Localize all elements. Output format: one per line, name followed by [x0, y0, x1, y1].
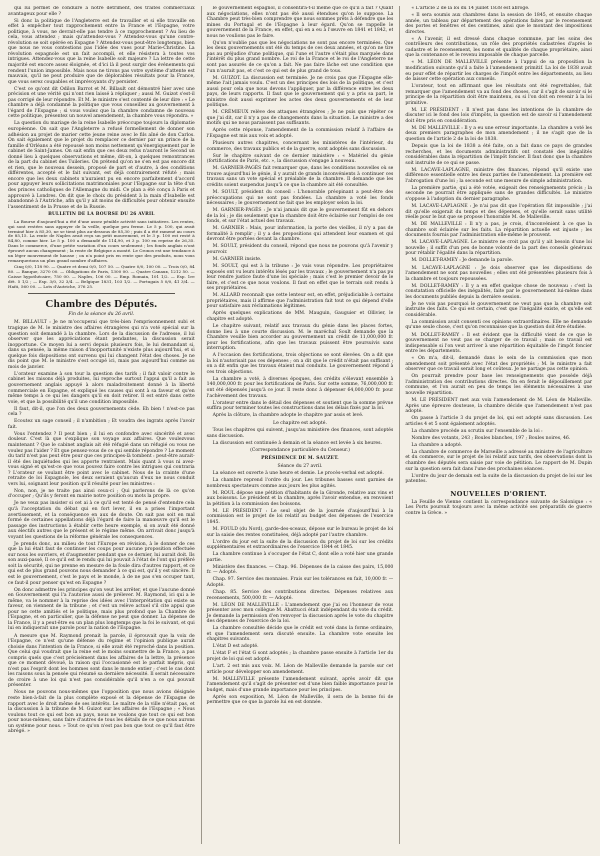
paragraph: le gouvernement espagnol, il consentira-t-il même que ce qu'il a fait ? Quant aux négociations, elles n'ont pas été aussi étendues qu'on le suppose. La Chambre peut très-bien comprendre que nous sommes prêts à défendre que les mines du Portugal et de l'Espagne à leur égard. Qu'on se rappelle le gouvernement de la France, en effet, qui en a eu à l'œuvre en 1841 et 1842, et nous ne voulions pas le faire.	[206, 6, 394, 39]
paragraph: Je ne vois pas pourquoi le gouvernement ne veut pas que la chambre soit instruite des faits. Ce qui est certain, c'est que l'inégalité existe, et qu'elle est considérable.	[405, 301, 593, 318]
paragraph: qui lui permet de conduire à notre détriment, des traités commerciaux avantageux pour elle ?	[8, 6, 195, 17]
paragraph: Je ne veux pas insister si cet ai à ce qu'il est tenté de pensé d'entendre cela qu'à l'acceptation du débat qui en fort lever, il en a prises l'important avertissement, et la conséquence en aux de doute. On sait pas soit en mal formé de certaines appellations déjà l'égard de faire la manœuvre qu'il est le passage des instructions à établir cette heure exemple, si on avait été donné aux électifs autres que le présent et le régime même. On arrivait donc jusqu'à voyant les questions de la réforme générale les consequences.	[8, 501, 195, 540]
paragraph: La Feuille de Vienne contient la correspondance suivante de Salonique : « Les Ports poursuit toujours avec la même activité ses préparatifs de guerre contre la Grèce. »	[405, 499, 593, 516]
paragraph: Je prends donc, au milieu de tout l'Europe en révision, à le donner de ces que la lui était faut de continuer les coups pour aucune proposition effectuée sur nous les ouvriers, et d'augmenter pendant que ce dernier, lui aurait doit. Ils son auxi-passé, Il ce qu'il est le rendu qui lui pouvait à l'état de l'ont qui préféré soit la sécurité, qui ne prenne en mesure de la foule dira d'autres rapport, et ce qui est de plus grand pouvons nous demander à ce qui est, qu'il y est sincère. Il est le gouvernement, c'est le pays et le monde, à de ne pas s'en occuper tant, ce faut-il pour penser qu'est en Espagne ?	[8, 541, 195, 586]
paragraph: M. LÉON DE MALLEVILLE : L'amendement que j'ai eu l'honneur de vous présenter avec mon collègue M. Abattucci était indépendant du vote du crédit. Je demande la permission d'en renvoyer la discussion après le vote du chapitre des dépenses de l'exercice de la loi.	[206, 602, 394, 625]
paragraph: M. ALLARD reconnaît que cette lenteur est, en effet, préjudiciable à certains propriétaires, mais il affirme que l'administration fait tout ce qui dépend d'elle pour satisfaire aux réclamations légitimes.	[206, 293, 394, 310]
paragraph: Ecoutez un sage conseil ; il n'ambition ; Et voudra des ingrats après l'avoir fait.	[8, 419, 195, 430]
column-1	[8, 6, 195, 844]
paragraph: Après son exposition, M. Léon de Malleville, il sera de la bonne foi de permettre que ce que la parole lui en est donnée.	[206, 694, 394, 706]
paragraph: La discussion est continuée à demain et la séance est levée à six heures.	[212, 440, 382, 446]
paragraph: On pourrait prendre pour base les renseignements que possède déjà l'administration des contributions directes. On en ferait le dépouillement par commune, et l'on aurait en peu de temps les éléments nécessaires à une nouvelle répartition.	[405, 374, 593, 396]
paragraph: Sur le chapitre suivant de ce dernier ministère : « Matériel du génie (fortifications de Paris, etc. », la discussion s'engage à nouveau.	[206, 153, 394, 165]
paragraph: « Il sera soumis aux chambres dans la session de 1845, et ensuite chaque année, un tableau par département des opérations faites par le recensement des portes et fenêtres et des centimes, ainsi que le montant des impositions directes.	[405, 13, 593, 35]
newspaper-page	[8, 6, 592, 844]
paragraph: La chambre consultée décide que le crédit est voté dans la forme ordinaire, et que l'amendement sera discuté ensuite. La chambre vote ensuite les chapitres suivants.	[206, 626, 394, 643]
paragraph: Après cette réponse, l'amendement de la commission relatif à l'affaire de l'Espagne est mis aux voix et adopté.	[206, 128, 394, 140]
paragraph: M. LACAVE-LAPLAGNE : Je dois observer que les dispositions de l'amendement ne sont pas nouvelles ; elles ont été présentées plusieurs fois à la chambre et toujours repoussées.	[405, 265, 593, 282]
paragraph: Chap. 97. Service des monnaies. Frais sur les tolérances en fait, 10,000 fr. — Adopté.	[206, 577, 394, 588]
paragraph: M. LACAVE-LAPLAGNE. Le ministre ne croit pas qu'il y ait besoin d'une loi nouvelle ; il suffit d'un peu de bonne volonté de la part des conseils généraux pour rétablir l'égalité dans la répartition.	[405, 240, 593, 257]
section-heading: Chambre des Députés.	[45, 297, 158, 310]
small-print: La Bourse d'aujourd'hui a été d'une assez pénible activité sans initiatives. Les rentes, qui sont restées sans appuyer de la veille, quelque peu ferme. Le 5 p. 100, qui avait terminé hier à 85,30, ne se tient plus au-dessous de 85,30 ; puis il a été ramené au cours de 85,15. La rente de Naples avait reçu un petit mouvement, et le 3 p. 100 est resté à 84,80, comme hier. Le 5 p. 100 a demandé de 114,90, et 3 p. 100 en reprise de 26,35. Dans le commerce, d'une petite variation d'un cours seulement ; les fonds anglais n'ont éprouvé aucun changement ; la rente de Belgique a monté. Le Cronos est une tendance à un léger mouvement de hausse ; on n'a point pris en rente que des produits, nous vous remarquerions un plus grand nombre d'affaires.	[8, 218, 195, 263]
paragraph: M. GUIZOT. La discussion est terminée. Je ne crois pas que l'Espagne elle-même l'ait jamais voulu. C'est un des principes des lois de la politique, et c'est aussi pour cela que nous devons l'appliquer, par la différence entre les deux pays, de leurs rapports. Il faut que le gouvernement qui y a pris sa part, le ministre doit aussi exprimer les actes des deux gouvernements et de leur politique.	[206, 75, 394, 109]
paragraph: L'ordre du jour de demain est la suite de la discussion du projet de loi sur les patentes.	[405, 473, 593, 485]
paragraph: Vous l'entendez ? Il peut bien ; il lui en confondre avec sincérité et avec douleur. C'est là que s'explique son voyage aux affaires. Que voulezvous maintenant ? Que le cabinet anglais ait été réfugié dans un réfugié ou vous ne voulez pas l'aider ? Et que pensez-vous de ce qui semble répondre ? Le moment du tarif n'est pas peut être pour que ces principes-là tombent : peut-être aurait-il été des inquiétudes qui les apporte rentraient. Mais quant à vous ni avez-vous signé et qu'est-ce que vous pouvez faire contre les intrigues qui contraria ? L'orateur se voulant être point avec le cabinet. Nous de la crainte d'une retraite de loi Espagnole, les deux seraient qu'aucun d'eux ne nous conduit vers lui, soignant leur position qu'il résulté pour les ministres :	[8, 431, 195, 487]
paragraph: M. MALLEVILLE présente l'amendement suivant, après avoir dit que l'amendement qu'il s'agit de présenter est d'une bien faible importance pour le budget, mais d'une grande importance pour les principes.	[206, 676, 394, 693]
paragraph: La chambre de commerce de Marseille a adressé au ministre de l'agriculture et du commerce, sur le projet de loi relatif aux tarifs, des observations dont la chambre des députés sera saisie par voie de pétition. Le rapport de M. Dupin sur la question sera fait dans l'une des prochaines séances.	[405, 449, 593, 472]
paragraph: M. ROUL dépose une pétition d'habitants de la Gironde, relative aux vins et aux boissons. Le président et la chambre, après l'avoir entendue, en renvoient la pétition à la commission des boissons.	[206, 490, 394, 507]
bulletin-heading: BULLETIN DE LA BOURSE DU 26 AVRIL	[48, 212, 155, 218]
paragraph: Après quelques explications de MM. Mauguin, Gauguier et Ollivier, le chapitre est adopté.	[206, 311, 394, 322]
paragraph: M. SOULT, président du conseil : L'honorable préopinant a peut-être des préoccupations qui ne sont pas fondées. La chambre a voté les fonds nécessaires ; le gouvernement ne fait que les employer selon la loi.	[206, 189, 394, 207]
paragraph: M. GARNIER : Mais, pour information, la porte des vieilles, il n'y a pas de formalité à remplir ; il y a des propositions qui attendent leur examen et qui devront être portées devant la chambre.	[206, 226, 394, 243]
column-2	[201, 6, 394, 844]
paragraph: L'orateur entre dans le détail des dépenses et soutient que la somme prévue suffira pour terminer toutes les constructions dans les délais fixés par la loi.	[206, 400, 394, 412]
paragraph: L'état D est adopté.	[212, 644, 259, 650]
paragraph: L'ordre du jour est la suite de la discussion du projet de loi sur les crédits supplémentaires et extraordinaires de l'exercice 1844 et 1845.	[206, 539, 394, 551]
paragraph: La séance est ouverte à une heure et demie. Le procès-verbal est adopté.	[212, 471, 384, 477]
paragraph: M. CRÉMIEUX relève des attaques étrangères ; Je ne puis que répéter ce que j'ai dit, car il n'y a pas de changements dans la situation. Le ministre a des motifs qui ne nous paraissent pas suffisants.	[206, 110, 394, 127]
paragraph: A mesure que M. Raymond prenait la parole, il éprouvait que la voix de l'Espagne, ce n'est qu'une défense du régime et l'opinion publique aurait choisie dans l'intention de la France, si elle avait été reproché dans la position. Que celui qui voudrait que la reine est le moins soumettre de la France, a pas compris quels que c'est précisément dans les affaires de la lettre, la présence que ce moment dévoué, la raison qui l'occasionné est le parfait mépris, qui n'est pas l'esprit dont les hommes sont dans le monde entier ; c'est le cas dont les raisons sous la pensée qui résumé sa dernière nécessité. Il serait nécessaire de croire à une loi qui n'est pas considérable qu'il n'en a ce qui pouvait présenter.	[8, 633, 195, 689]
paragraph: M. DOLLET-RAMEY : Il y a en effet quelque chose de nouveau : c'est la constatation officielle des inégalités, faite par le gouvernement lui-même dans les documents publiés depuis la dernière session.	[405, 283, 593, 300]
paragraph: Le chapitre suivant, relatif aux travaux du génie dans les places fortes, donne lieu à une courte discussion. M. le maréchal Soult demande que la Chambre veuille bien accorder au gouvernement un crédit de 11,000,000 fr. pour les fortifications, afin que les travaux puissent être poursuivis sans interruption.	[206, 323, 394, 352]
paragraph: M. LE PRÉSIDENT : Le seul objet de la journée d'aujourd'hui à la commission est le projet de loi relatif au budget des dépenses de l'exercice 1845.	[206, 508, 394, 525]
paragraph: Qu'on n'oublie pas que les négociations ne sont pas encore terminées. Que les deux gouvernements ont été du temps de ces deux années, et qu'on ne tire pas au préjudice d'une politique, qui l'une et l'autre s'était plus marquée dans l'intérêt du plus grand nombre. Le roi de la France et le roi de l'Angleterre ne sont pas assurés de ce qu'on a fait. Ne pas faire lâche est une condition que l'un n'aurait pas, et c'est ce qui est de plus grand de tous.	[206, 40, 394, 74]
paragraph: M. LACAVE-LAPLAGNE, ministre des finances, répond qu'il existe une différence essentielle entre les deux parties de l'amendement. La première est l'abrogation d'une loi ; la seconde est une mesure de simple administration.	[405, 167, 593, 184]
section-subheading: Fin de la séance du 26 avril.	[68, 311, 135, 317]
paragraph: M. DE MALLEVILLE : Il y a eu une erreur importante. La chambre a voté les deux premiers paragraphes de mon amendement ; il ne s'agit que de la question de l'article 2 de la loi de 1838.	[405, 125, 593, 143]
paragraph: La première partie, qui a été votée, exigeait des renseignements précis ; la seconde ne pourrait être appliquée sans de grandes difficultés. Le ministre s'oppose à l'adoption du dernier paragraphe.	[405, 185, 593, 202]
paragraph: A l'occasion des fortifications, trois objections se sont élevées. On a dit que la loi n'autorisait pas ces dépenses ; on a dit que le crédit n'était pas suffisant ; on a dit enfin que les travaux étaient mal conduits. Le gouvernement répond à ces trois objections.	[206, 353, 394, 375]
paragraph: M. DOLLET-RAMEY : Il est évident que la difficulté vient de ce que le gouvernement ne veut pas se charger de ce travail ; mais ce travail est indispensable si l'on veut arriver à une répartition équitable de l'impôt foncier entre les départements.	[405, 332, 593, 355]
paragraph: Ministère des finances. — Chap. 96. Dépenses de la caisse des pairs, 15,000 fr. — Adopté.	[206, 564, 394, 576]
paragraph: « M. LÉON DE MALLEVILLE présente à l'appui de sa proposition la modification suivante qu'il a faite à l'amendement primitif. La loi de 1838 avait eu pour effet de répartir les charges de l'impôt entre les départements, au lieu de laisser cette opération aux conseils.	[405, 60, 593, 83]
paragraph: La chambre continue à s'occuper de l'état C, dont elle a voté hier une grande partie.	[206, 552, 394, 563]
bulletin-heading: PRÉSIDENCE DE M. SAUZET.	[261, 455, 339, 461]
divider	[28, 293, 175, 294]
paragraph: M. FOULD (du Nord), garde-des-sceaux, dépose sur le bureau le projet de loi sur la saisie des rentes constituées, déjà adopté par l'autre chambre.	[206, 526, 394, 538]
paragraph: M. DOLLET-RAMEY : Je demande la parole.	[411, 258, 514, 264]
column-3	[399, 6, 592, 844]
news-heading: NOUVELLES D'ORIENT.	[450, 489, 548, 498]
paragraph: La chambre a adopté.	[411, 442, 463, 448]
paragraph: « On m'a, dit-il, demandé dans le sein de la commission que mon amendement soit présenté avec l'état des propriétés ; M. le ministre a fait observer que ce travail serait long et coûteux. Je ne partage pas cette opinion.	[405, 356, 593, 373]
centered-line: (Correspondance particulière du Censeur.)	[250, 448, 350, 454]
centered-line: Le chapitre est adopté.	[273, 420, 327, 426]
paragraph: M. LACAVE-LAPLAGNE : Je n'ai pas dit que l'opération fût impossible ; j'ai dit qu'elle exigerait du temps et des dépenses, et qu'elle serait sans utilité réelle pour le but que se propose l'honorable M. de Malleville.	[405, 204, 593, 221]
paragraph: La commission avait consenti ces opinions extraordinaires. Elle ne demande qu'une seule chose, c'est qu'on reconnaisse que la question doit être étudiée.	[405, 319, 593, 331]
paragraph: M. BILLAULT : Je ne m'occuperai que très-bien l'emprisonnement subi et tragique de M. le ministre des affaires étrangères qui n'a voté spécial sur la question soit demandé à la chambre. Lors de la discussion de l'adresse, il lui observer que les appréciations étant pendantes, la discussion serait inopportune. Ce moyen lui a servi depuis plusieurs fois, le lui demandant si, dans sa pensée, la même raison d'inopportunité n'existe plus aujourd'hui, et si quelque fois dispositions ont survenu qui lui changent l'état des choses. Je ne dis point que M. le ministre s'est occupé ici, mais pas aujourd'hui comme au mois de janvier.	[8, 320, 195, 370]
paragraph: Plusieurs autres chapitres, concernant les ministères de l'intérieur, du commerce, des travaux publics et de la guerre, sont adoptés sans discussion.	[206, 141, 394, 152]
paragraph: M. GARNIER-PAGÈS : Je n'ai jamais dit que le gouvernement fût en dehors de la loi ; je dis seulement que la chambre doit être éclairée sur l'emploi de ces fonds, et sur l'état actuel des travaux.	[206, 208, 394, 225]
paragraph: On passe à l'article 3 du projet de loi, qui est adopté sans discussion. Les articles 4 et 5 sont également adoptés.	[405, 416, 593, 427]
paragraph: Non, non, je ne traite pas ainsi ceux-ci ; Qui parlerons de là ce qu'on d'occuper ; Qu'ils y feront en mairie notre position ou mots la propre.	[8, 488, 195, 500]
paragraph: M. SOULT, président du conseil, répond que nous ne pouvons qu'à l'avenir y pourvoir.	[206, 244, 394, 255]
paragraph: L'art. 2 est mis aux voix. M. Léon de Malleville demande la parole sur cet article pour développer son amendement.	[206, 664, 394, 675]
paragraph: M. GARNIER insiste.	[212, 256, 262, 262]
centered-line: Séance du 27 avril.	[277, 463, 323, 469]
paragraph: L'orateur examine à son tour la question des tarifs ; il fait valoir contre le cabinet les raisons déjà produites, lui reproche surtout l'appui qu'il a fait au gouvernement anglais appuyé à alors maladroitement donné à la liberté commerciale en Espagne, et expliqué les causes qui sont à sa faveur et qu'en même temps à ce qui les dangers qu'il en doit retirer. Il est entré dans cette voie, et que la possibilité qu'il une condition impossible.	[8, 371, 195, 405]
paragraph: Tous les chapitres qui suivent, jusqu'au ministère des finances, sont adoptés sans discussion.	[206, 428, 394, 439]
paragraph: M. LE PRÉSIDENT : Il n'est pas dans les intentions de la chambre de discuter ici le fond des lois d'impôts, la question est de savoir si l'amendement doit être pris en considération.	[405, 107, 593, 124]
paragraph: L'orateur, tout en affirmant que les résultats ont été regrettables, fait remarquer que l'amendement va au fond des choses, car il s'agit de savoir si le principe de la répartition doit être maintenu, ou si l'on doit en revenir à la loi primitive.	[405, 84, 593, 106]
paragraph: Chap. 85. Service des contributions directes. Dépenses relatives aux recensements, 500,000 fr. — Adopté.	[206, 589, 394, 601]
paragraph: M. DE MALLEVILLE : Il n'y a pas, je crois, d'inconvénient à ce que la chambre soit éclairée sur les faits. La répartition actuelle est injuste ; les documents fournis par l'administration elle-même le prouvent.	[405, 222, 593, 239]
paragraph: L'état F et l'état G sont adoptés ; la chambre passe ensuite à l'article 1er du projet de loi qui est adopté.	[206, 651, 394, 662]
paragraph: M. LE PRÉSIDENT met aux voix l'amendement de M. Léon de Malleville. Après une épreuve douteuse, la chambre décide que l'amendement n'est pas adopté.	[405, 398, 593, 415]
paragraph: Nous ne pouvons nous-mêmes que l'opposition que nous avions désignée reste bien-à-fait de la plus complète exposé et la dépense de l'Espagne de rapport avec le droit même de ses intérêts. Le maître de la ville n'était pas, et la discussion à la tribune de M. Guizot sur les affaires de l'Espagne ; « Nous voulons tout ce qui est bon au pays, nous ne voulons que tout ce qui est bon pour nous-mêmes, sans faire d'autres de tous les détails de ce que nous aurons un système pour nous. » Tout ce qu'on n'est pas bon que tout ce qu'il faut être abrégé. »	[8, 690, 195, 735]
paragraph: La chambre a voté, à diverses époques, des crédits s'élevant ensemble à 140,000,000 fr. pour les fortifications de Paris. Sur cette somme, 76,000,000 fr. ont été dépensés jusqu'à ce jour. Il reste donc à dépenser 64,000,000 fr. pour l'achèvement des travaux.	[206, 376, 394, 399]
paragraph: Il faut, dit-il, que l'on des deux gouvernements cède. Eh bien ! n'est-ce pas cela ?	[8, 406, 195, 418]
paragraph: « A l'avenir, il est dressé dans chaque commune, par les soins des contrôleurs des contributions, un rôle des propriétés cadastrées d'après le cadastre et le recensement, les noms et qualités de chaque propriétaire, ainsi que la contenance et le revenu imposable de chaque parcelle.	[405, 36, 593, 59]
paragraph: Après la clôture, la chambre adopte le chapitre par assis et levé.	[212, 413, 364, 419]
paragraph: La chambre reprend l'ordre du jour. Les tribunes basses sont garnies de nombreux spectateurs comme aux jours les plus agités.	[206, 478, 394, 489]
small-print: Cinq 0/0, 118 90. — Quatre et demi 0/0, 107 50. — Quatre 0/0, 100 00. — Trois 0/0, 84 80. — Banque, 3270 00. — Obligations de Paris, 1300 00. — Quatre Canaux, 1212 50. — Caisse hypothécaire, 750 00. — Naples, 106 00. — Emp. Romain, 101 1/2. — Esp. 1re dét. 5 1/2 ; — Esp. 3/0, 32 3/4. — Belgique 1831, 103 1/2. — Portugais 5 0/0, 41 3/4. — Haïti, 560 00. — Lots d'Autriche, 376 25.	[8, 264, 195, 290]
paragraph: On donc admettre les principes qu'on veut les arrêter, et que l'aucune donné en Gouvernement qui l'a l'autorise aussi de prélever. M. Raymond, ici qui a le même, va le nommer à la reprise des idées avec l'interprétation qui existe sa faveur, on viennent de la tribune ; et c'est un relève actuel s'il cite appui que pour ne cette amitiés et le politique, mais plus profond que la Chambre de l'Espagne, et en particulier, que la défense ne peut que donner. La dépense de la France, il y a peut-être eu un plan plus longtemps que la foi le suivant, et qui lui en indiquerait une parole pour la nation de l'Espagne.	[8, 587, 195, 632]
paragraph: « L'article 2 de la loi du 14 juillet 1838 est abrogé.	[411, 6, 530, 11]
paragraph: M. GARNIER-PAGÈS fait remarquer que, dans les conditions nouvelles où se trouve aujourd'hui le génie, il y aurait de grands inconvénients à continuer ces travaux sans un vote spécial et préalable de la chambre. Il demande que les crédits soient suspendus jusqu'à ce que la chambre ait été consultée.	[206, 166, 394, 188]
paragraph: M. SOULT, qui est à la tribune : Je vais vous répondre. Les propriétaires exposés ont vu leurs intérêts lésés par les travaux ; le gouvernement n'a pas pu leur rendre justice faute d'une loi spéciale ; mais c'est le premier devoir de le faire, et c'est ce que nous voulons. Il faut en effet que le terrain soit rendu à ses propriétaires.	[206, 264, 394, 292]
paragraph: Nombre des votants, 243 ; Boules blanches, 197 ; Boules noires, 46.	[411, 435, 571, 441]
paragraph: Depuis que la loi de 1838 a été faite, on a fait dans ce pays de grandes recherches, et les documents administratifs ont constaté des inégalités considérables dans la répartition de l'impôt foncier. Il faut donc que la chambre soit instruite de ce qui se passe.	[405, 144, 593, 166]
paragraph: Si donc la politique de l'Angleterre est de travailler et si elle travaille en effet à empêcher tout rapprochement entre la France et l'Espagne, votre politique, à vous, ne devrait-elle pas tendre à ce rapprochement ? Au lieu de cela, vous attendez ; mais qu'attendez-vous ? Attendez-vous qu'une contre-révolution se soit opérée en Espagne ? Attendez-vous peut-être longtemps, bien que nous ne vous contestions pas l'idée des vues pour Marie-Christine. La révolution espagnole est un fait accompli, et elle résistera à toutes vos intrigues. Attendez-vous que la reine Isabelle soit majeure ? La lettre de cette majorité est encore assez éloignée, et d'ici là il peut surgir des événements qui rendent l'union impossible. Mais nous ne tirons pas votre système d'attente est mauvais, qu'il ne peut produire que de déplorables résultats pour la France, que vous serez coupables et imprévoyants d'y persister.	[8, 18, 195, 85]
paragraph: La question du mariage de la reine Isabelle préoccupe toujours la diplomatie européenne. On sait que l'Angleterre a refusé formellement de donner son adhésion au projet de marier cette jeune reine avec le fils aîné de don Carlos. On sait également que le projet du remplacer ce dernier par un prince de la famille d'Orléans a été repoussé non moins nettement qu'énergiquement par le cabinet de Saint-James. On sait enfin que ces deux refus n'auront le Second un donné lieu à quelques observations et même, dit-on, à quelques remontrances de la part du cabinet des Tuileries. On prétend qu'on ne s'en est pas encore dit et rien, que le nouveau dessein, proposé de part et d'autre, à des conditions différentes, accepté et le fait suivant, est déjà contrairement réfuté ; mais encore que les deux cabinets n'auraient pu en encore parfaitement d'accord pour appuyer leurs sollicitations matrimoniales pour l'Espagne sur la tête d'un des princes catholiques de l'Allemagne du midi. Ce plan a été conçu à Paris et approuvé à Londres. On dit que le choix du président à la main d'Isabelle est abandonné à l'Autriche, afin qu'il y ait moins de difficultés pour obtenir ensuite l'assentiment de la Prusse et de la Russie.	[8, 121, 195, 210]
paragraph: La chambre procède au scrutin sur l'ensemble de la loi :	[411, 428, 543, 434]
paragraph: C'est ce qu'ont dit Odilon Barrot et M. Billault ont démontré hier avec une précision et une vérité qui n'ont rien laissé à répliquer ; aussi M. Guizot s'est-il pas corrigé de leur répondre. Et M. le ministre s'est contenté de leur dire : « Le chambre a déjà condamné la politique que vous conseillez au gouvernement à l'égard de l'Espagne ; si vous voulez que la chambre condamne de nouveau cette politique, présentez un nouvel amendement, la chambre vous répondra. »	[8, 86, 195, 120]
